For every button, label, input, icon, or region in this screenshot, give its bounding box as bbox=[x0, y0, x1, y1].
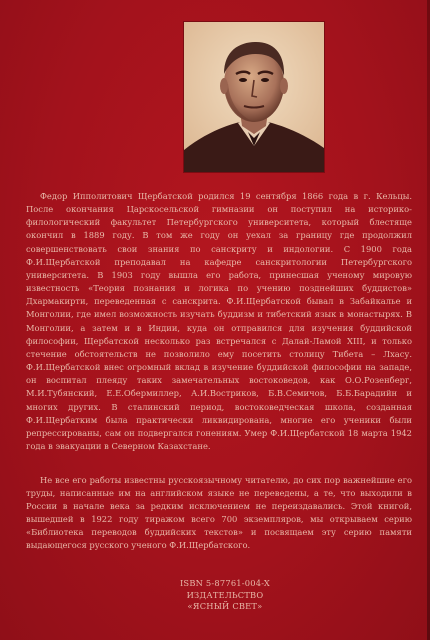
publisher-name: «ЯСНЫЙ СВЕТ» bbox=[187, 601, 263, 612]
author-portrait bbox=[184, 22, 324, 172]
series-note: Не все его работы известны русскоязычному читателю, до сих пор важнейшие его труды, написанные им на английском языке не переведены, а те, что выходили в России в начале века за редким исключением не переиздавались. Этой книгой, вышедшей в 1922 году тиражом всего 700 экземпляров, мы открываем серию «Библиотека переводов буддийских текстов» и посвящаем эту серию памяти выдающегося русского ученого Ф.И.Щербатского. bbox=[26, 475, 412, 550]
author-biography: Федор Ипполитович Щербатской родился 19 сентября 1866 года в г. Кельцы. После окончания Царскосельской гимназии он поступил на историко-филологический факультет Петербургского университета, который блестяще окончил в 1889 году. В том же году он уехал за границу где продолжил совершенствовать свои знания по санскриту и индологии. С 1900 года Ф.И.Щербатской преподавал на кафедре санскритологии Петербургского университета. В 1903 году вышла его работа, принесшая ученому мировую известность «Теория познания и логика по учению позднейших буддистов» Дхармакирти, переведенная с санскрита. Ф.И.Щербатской бывал в Забайкалье и Монголии, где имел возможность изучать буддизм и тибетский язык в монастырях. В Монголии, а затем и в Индии, куда он отправился для изучения буддийской философии, Щербатской несколько раз встречался с Далай-Ламой XIII, и только стечение обстоятельств не позволило ему посетить столицу Тибета – Лхасу. Ф.И.Щербатской внес огромный вклад в изучение буддийской философии на западе, он воспитал плеяду таких замечательных востоковедов, как О.О.Розенберг, М.И.Тубянский, Е.Е.Обермиллер, А.И.Востриков, Б.В.Семичов, Б.Б.Барадийн и многих других. В сталинский период, востоковедческая школа, созданная Ф.И.Щербатким была практически ликвидирована, многие его ученики были репрессированы, сам он подвергался гонениям. Умер Ф.И.Щербатской 18 марта 1942 года в эвакуации в Северном Казахстане. bbox=[26, 191, 412, 451]
publisher-block bbox=[150, 578, 300, 613]
publisher-label: ИЗДАТЕЛЬСТВО bbox=[186, 589, 264, 600]
isbn: ISBN 5-87761-004-X bbox=[179, 578, 271, 588]
